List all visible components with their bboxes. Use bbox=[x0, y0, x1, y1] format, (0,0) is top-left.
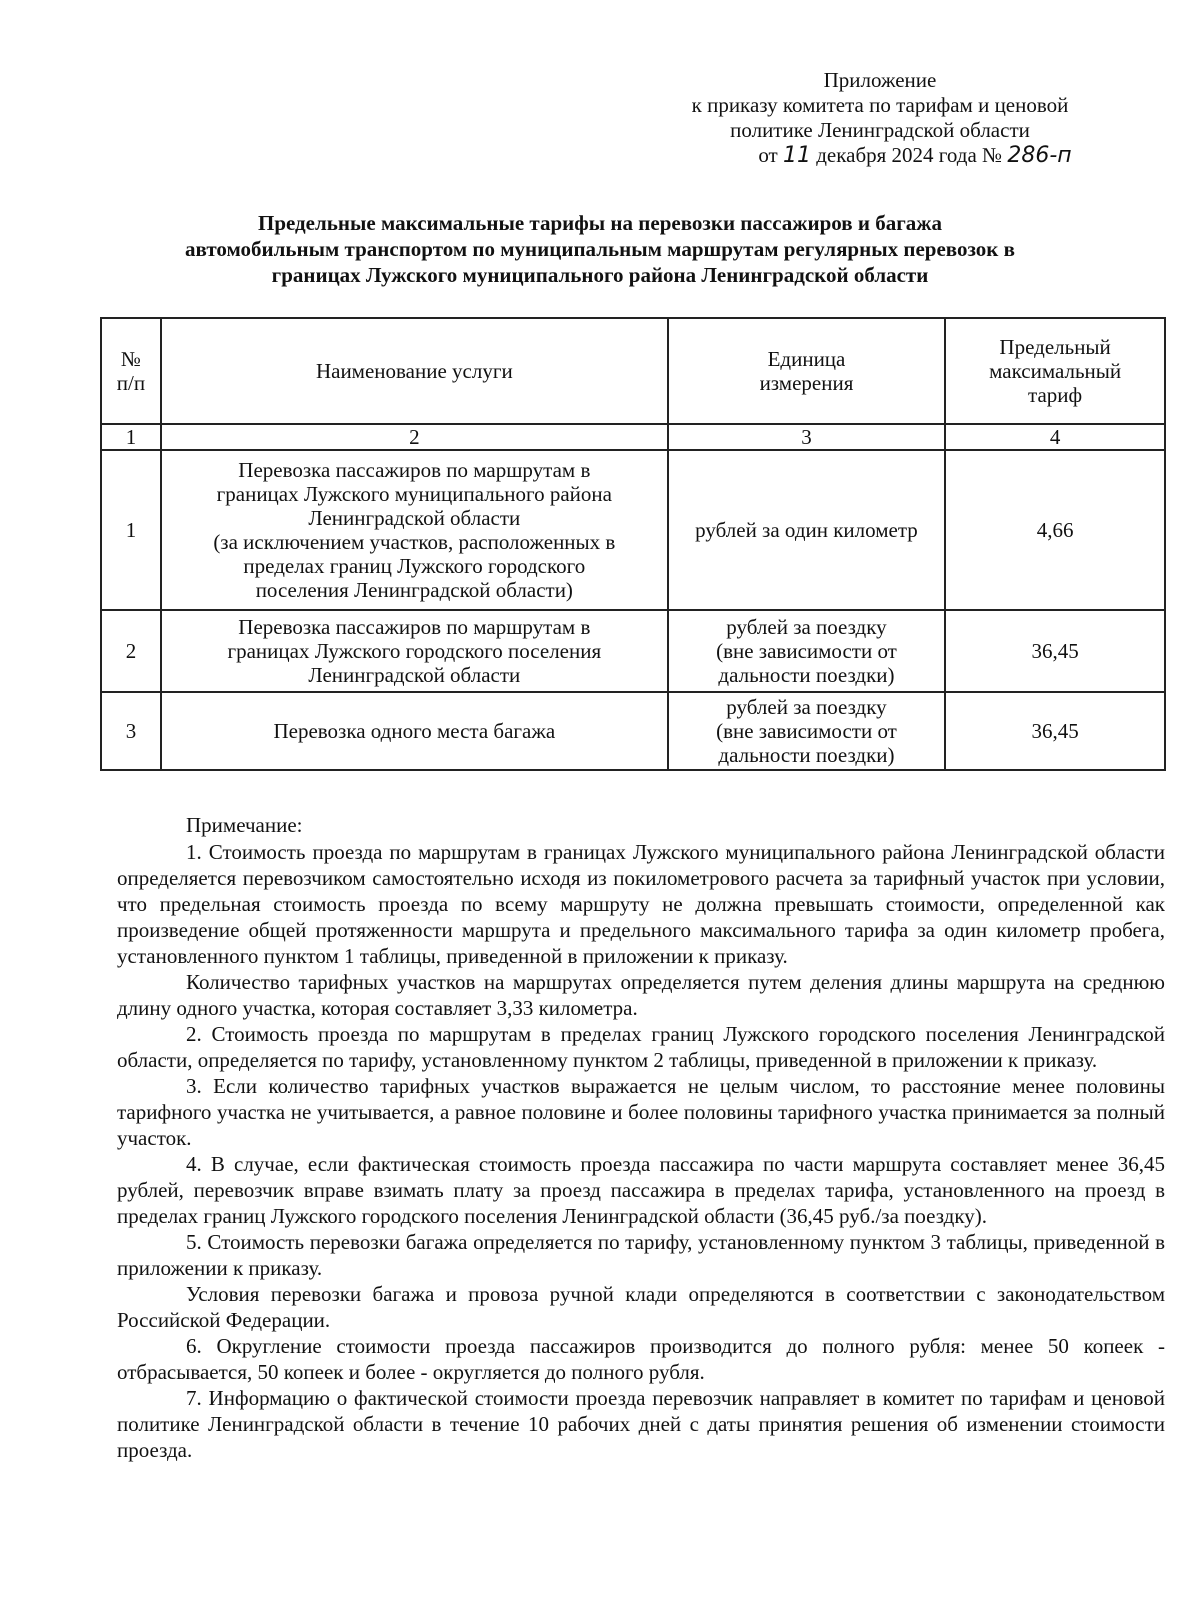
note-paragraph: Количество тарифных участков на маршрутах определяется путем деления длины маршрута на среднюю длину одного участка, которая составляет 3,33 километра. bbox=[117, 970, 1165, 1020]
notes-heading: Примечание: bbox=[186, 813, 303, 837]
row-service: Перевозка одного места багажа bbox=[161, 692, 668, 770]
column-number-row bbox=[101, 424, 1165, 450]
row-num: 3 bbox=[101, 692, 161, 770]
col-number: 3 bbox=[668, 424, 945, 450]
header-line-1: Приложение bbox=[823, 68, 937, 92]
row-tariff: 4,66 bbox=[945, 450, 1165, 610]
row-tariff: 36,45 bbox=[945, 610, 1165, 692]
note-paragraph: 2. Стоимость проезда по маршрутам в пределах границ Лужского городского поселения Ленинградской области, определяется по тарифу, установленному пунктом 2 таблицы, приведенной в приложении к приказу. bbox=[117, 1022, 1165, 1072]
document-title bbox=[120, 210, 1080, 288]
header-tariff: Предельный максимальный тариф bbox=[945, 318, 1165, 424]
header-date-line bbox=[600, 143, 1160, 168]
table-row bbox=[101, 692, 1165, 770]
date-prefix: от bbox=[758, 143, 778, 167]
title-line-3: границах Лужского муниципального района Ленинградской области bbox=[271, 263, 929, 287]
note-paragraph: 1. Стоимость проезда по маршрутам в границах Лужского муниципального района Ленинградской области определяется перевозчиком самостоятельно исходя из покилометрового расчета за тарифный участок при условии, что предельная стоимость проезда по всему маршруту не должна превышать стоимости, определенной как произведение общей протяженности маршрута и предельного максимального тарифа за один километр пробега, установленного пунктом 1 таблицы, приведенной в приложении к приказу. bbox=[117, 840, 1165, 968]
header-service: Наименование услуги bbox=[161, 318, 668, 424]
table-row bbox=[101, 610, 1165, 692]
row-unit: рублей за поездку (вне зависимости от дальности поездки) bbox=[668, 610, 945, 692]
tariff-table bbox=[100, 317, 1166, 771]
row-tariff: 36,45 bbox=[945, 692, 1165, 770]
header-unit: Единица измерения bbox=[668, 318, 945, 424]
note-paragraph: 5. Стоимость перевозки багажа определяется по тарифу, установленному пунктом 3 таблицы, приведенной в приложении к приказу. bbox=[117, 1230, 1165, 1280]
row-num: 1 bbox=[101, 450, 161, 610]
date-rest: декабря 2024 года № bbox=[816, 143, 1003, 167]
handwritten-day: 11 bbox=[782, 143, 811, 168]
note-paragraph: 6. Округление стоимости проезда пассажиров производится до полного рубля: менее 50 копеек - отбрасывается, 50 копеек и более - округляется до полного рубля. bbox=[117, 1334, 1165, 1384]
note-paragraph: 3. Если количество тарифных участков выражается не целым числом, то расстояние менее половины тарифного участка не учитывается, а равное половине и более половины тарифного участка принимается за полный участок. bbox=[117, 1074, 1165, 1150]
col-number: 4 bbox=[945, 424, 1165, 450]
header-line-3: политике Ленинградской области bbox=[730, 118, 1030, 142]
col-number: 2 bbox=[161, 424, 668, 450]
title-line-1: Предельные максимальные тарифы на перевозки пассажиров и багажа bbox=[258, 211, 942, 235]
note-paragraph: 7. Информацию о фактической стоимости проезда перевозчик направляет в комитет по тарифам и ценовой политике Ленинградской области в течение 10 рабочих дней с даты принятия решения об изменении стоимости проезда. bbox=[117, 1386, 1165, 1462]
row-service: Перевозка пассажиров по маршрутам в границах Лужского муниципального района Ленинградской области (за исключением участков, расположенных в пределах границ Лужского городского поселения Ленинградской области) bbox=[161, 450, 668, 610]
header-line-2: к приказу комитета по тарифам и ценовой bbox=[691, 93, 1069, 117]
notes-section bbox=[117, 812, 1165, 1463]
note-paragraph: Условия перевозки багажа и провоза ручной клади определяются в соответствии с законодательством Российской Федерации. bbox=[117, 1282, 1165, 1332]
row-unit: рублей за поездку (вне зависимости от дальности поездки) bbox=[668, 692, 945, 770]
appendix-header bbox=[600, 68, 1160, 168]
row-unit: рублей за один километр bbox=[668, 450, 945, 610]
row-num: 2 bbox=[101, 610, 161, 692]
table-row bbox=[101, 450, 1165, 610]
handwritten-order-number: 286-п bbox=[1007, 143, 1072, 168]
header-num: № п/п bbox=[101, 318, 161, 424]
title-line-2: автомобильным транспортом по муниципальным маршрутам регулярных перевозок в bbox=[185, 237, 1015, 261]
col-number: 1 bbox=[101, 424, 161, 450]
note-paragraph: 4. В случае, если фактическая стоимость проезда пассажира по части маршрута составляет менее 36,45 рублей, перевозчик вправе взимать плату за проезд пассажира в пределах тарифа, установленного на проезд в пределах границ Лужского городского поселения Ленинградской области (36,45 руб./за поездку). bbox=[117, 1152, 1165, 1228]
row-service: Перевозка пассажиров по маршрутам в границах Лужского городского поселения Ленинградской области bbox=[161, 610, 668, 692]
table-header-row bbox=[101, 318, 1165, 424]
